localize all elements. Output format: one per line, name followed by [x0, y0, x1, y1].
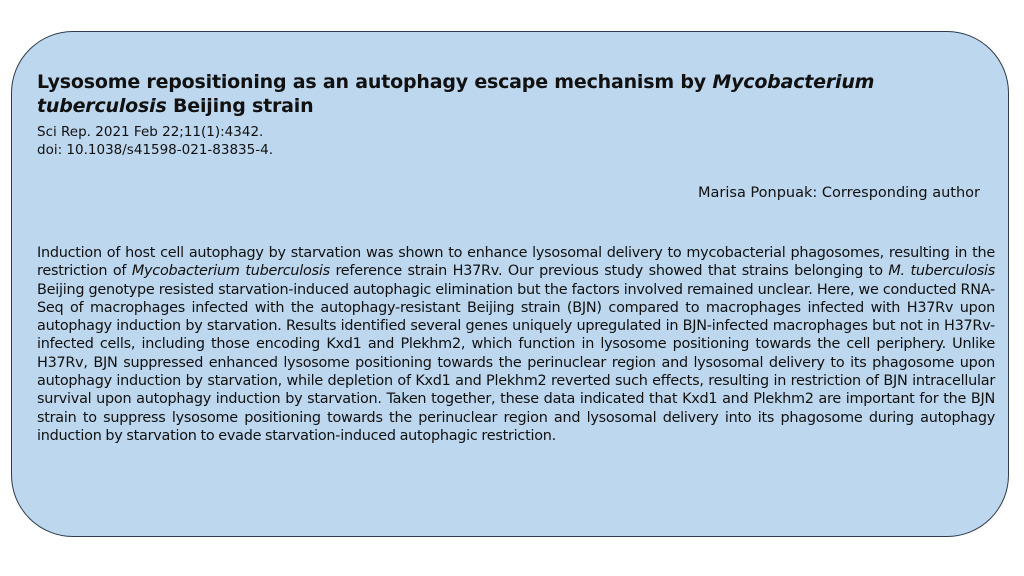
abstract-text — [37, 244, 995, 445]
paper-title — [37, 70, 997, 118]
abstract-sentence-2: reference strain H37Rv. Our previous study showed that strains belonging to — [329, 263, 889, 280]
abstract-sentence-1: Induction of host cell autophagy by starvation was shown to enhance lysosomal delivery to mycobacterial phagosomes, resulting in the restriction of — [37, 245, 995, 280]
journal-citation: Sci Rep. 2021 Feb 22;11(1):4342. — [37, 124, 264, 140]
title-text-part1: Lysosome repositioning as an autophagy escape mechanism by — [37, 71, 713, 93]
title-species-name: Mycobacterium tuberculosis — [37, 71, 875, 117]
abstract-species-full: Mycobacterium tuberculosis — [131, 263, 330, 280]
citation-block — [37, 123, 273, 159]
doi-line: doi: 10.1038/s41598-021-83835-4. — [37, 142, 273, 158]
corresponding-author: Marisa Ponpuak: Corresponding author — [698, 185, 980, 201]
title-text-part2: Beijing strain — [166, 95, 314, 117]
abstract-body: Beijing genotype resisted starvation-induced autophagic elimination but the factors involved remained unclear. Here, we conducted RNA-Seq of macrophages infected with the autophagy-resistant Beijing strain (BJN) compared to macrophages infected with H37Rv upon autophagy induction by starvation. Results identified several genes uniquely upregulated in BJN-infected macrophages but not in H37Rv-infected cells, including those encoding Kxd1 and Plekhm2, which function in lysosome positioning towards the cell periphery. Unlike H37Rv, BJN suppressed enhanced lysosome positioning towards the perinuclear region and lysosomal delivery to its phagosome upon autophagy induction by starvation, while depletion of Kxd1 and Plekhm2 reverted such effects, resulting in restriction of BJN intracellular survival upon autophagy induction by starvation. Taken together, these data indicated that Kxd1 and Plekhm2 are important for the BJN strain to suppress lysosome positioning towards the perinuclear region and lysosomal delivery into its phagosome during autophagy induction by starvation to evade starvation-induced autophagic restriction. — [37, 281, 995, 444]
abstract-species-abbrev: M. tuberculosis — [888, 263, 996, 280]
